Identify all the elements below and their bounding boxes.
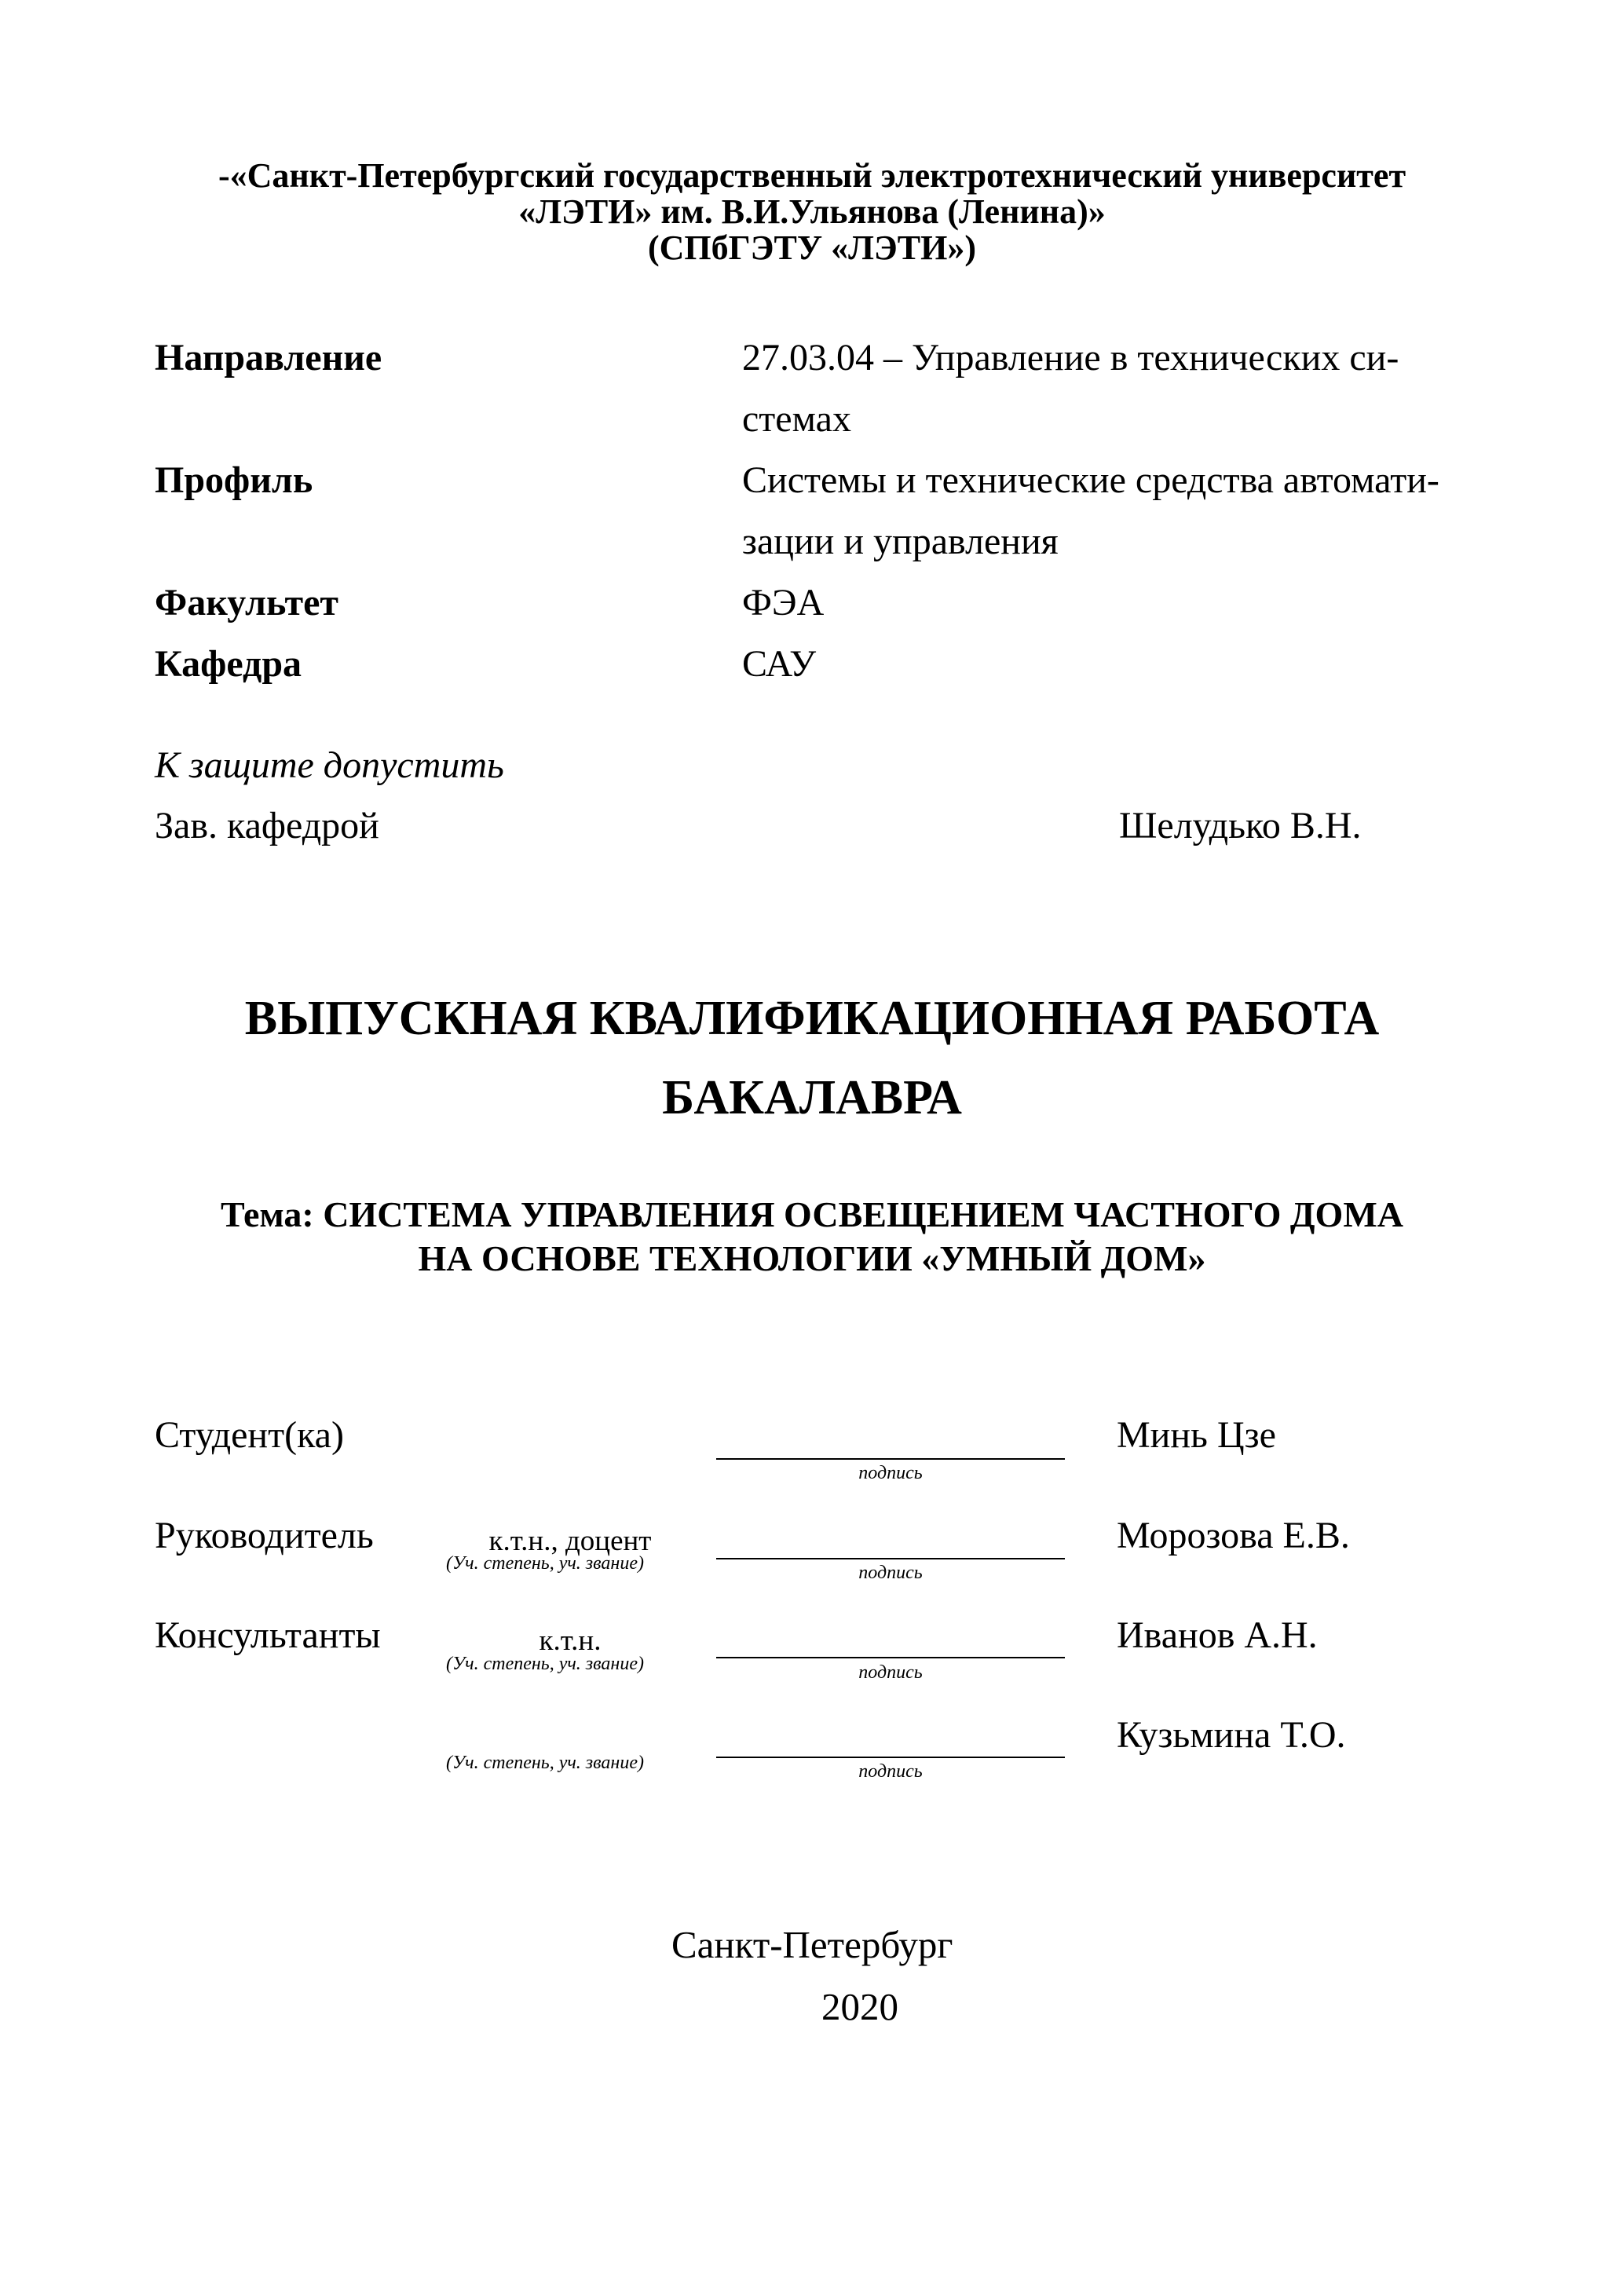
info-label-faculty: Факультет — [155, 582, 338, 623]
footer-year: 2020 — [821, 1985, 898, 2028]
signature-role-supervisor: Руководитель — [155, 1515, 374, 1556]
signature-role-student: Студент(ка) — [155, 1414, 344, 1456]
footer-city: Санкт-Петербург — [671, 1923, 953, 1966]
topic-line-2: НА ОСНОВЕ ТЕХНОЛОГИИ «УМНЫЙ ДОМ» — [418, 1238, 1206, 1278]
signature-degree-hint-consultant-2: (Уч. степень, уч. звание) — [446, 1753, 644, 1773]
info-label-department: Кафедра — [155, 643, 302, 685]
info-label-profile: Профиль — [155, 459, 313, 501]
approval-name: Шелудько В.Н. — [1119, 805, 1362, 846]
info-value-department: САУ — [742, 643, 817, 685]
signature-hint-consultant-1: подпись — [858, 1662, 923, 1683]
signature-degree-hint-supervisor: (Уч. степень, уч. звание) — [446, 1553, 644, 1574]
approval-role: Зав. кафедрой — [155, 805, 379, 846]
signature-degree-hint-consultant-1: (Уч. степень, уч. звание) — [446, 1654, 644, 1674]
title-line-1: ВЫПУСКНАЯ КВАЛИФИКАЦИОННАЯ РАБОТА — [244, 992, 1380, 1045]
signature-line-consultant-2 — [716, 1757, 1065, 1758]
signature-hint-student: подпись — [858, 1463, 923, 1483]
signature-name-consultant-1: Иванов А.Н. — [1117, 1614, 1318, 1656]
signature-line-consultant-1 — [716, 1657, 1065, 1658]
signature-degree-supervisor: к.т.н., доцент — [488, 1525, 652, 1557]
signature-name-consultant-2: Кузьмина Т.О. — [1117, 1714, 1346, 1756]
signature-line-supervisor — [716, 1558, 1065, 1559]
info-label-direction: Направление — [155, 337, 382, 378]
info-value-direction-line-2: стемах — [742, 398, 851, 440]
info-value-faculty: ФЭА — [742, 582, 825, 623]
university-name-line-2: «ЛЭТИ» им. В.И.Ульянова (Ленина)» — [518, 192, 1106, 231]
approval-caption: К защите допустить — [155, 744, 504, 786]
title-line-2: БАКАЛАВРА — [662, 1071, 962, 1124]
signature-hint-consultant-2: подпись — [858, 1761, 923, 1782]
signature-hint-supervisor: подпись — [858, 1563, 923, 1583]
info-value-profile-line-1: Системы и технические средства автомати- — [742, 459, 1439, 501]
signature-name-student: Минь Цзе — [1117, 1414, 1276, 1456]
topic-line-1: Тема: СИСТЕМА УПРАВЛЕНИЯ ОСВЕЩЕНИЕМ ЧАСТНОГО ДОМА — [221, 1194, 1403, 1234]
info-value-direction-line-1: 27.03.04 – Управление в технических си- — [742, 337, 1399, 378]
signature-line-student — [716, 1458, 1065, 1460]
signature-degree-consultant-1: к.т.н. — [539, 1625, 602, 1657]
signature-role-consultants: Консультанты — [155, 1614, 381, 1656]
university-abbreviation: (СПбГЭТУ «ЛЭТИ») — [648, 229, 976, 267]
info-value-profile-line-2: зации и управления — [742, 521, 1059, 562]
university-name-line-1: -«Санкт-Петербургский государственный электротехнический университет — [218, 156, 1406, 195]
signature-name-supervisor: Морозова Е.В. — [1117, 1515, 1350, 1556]
